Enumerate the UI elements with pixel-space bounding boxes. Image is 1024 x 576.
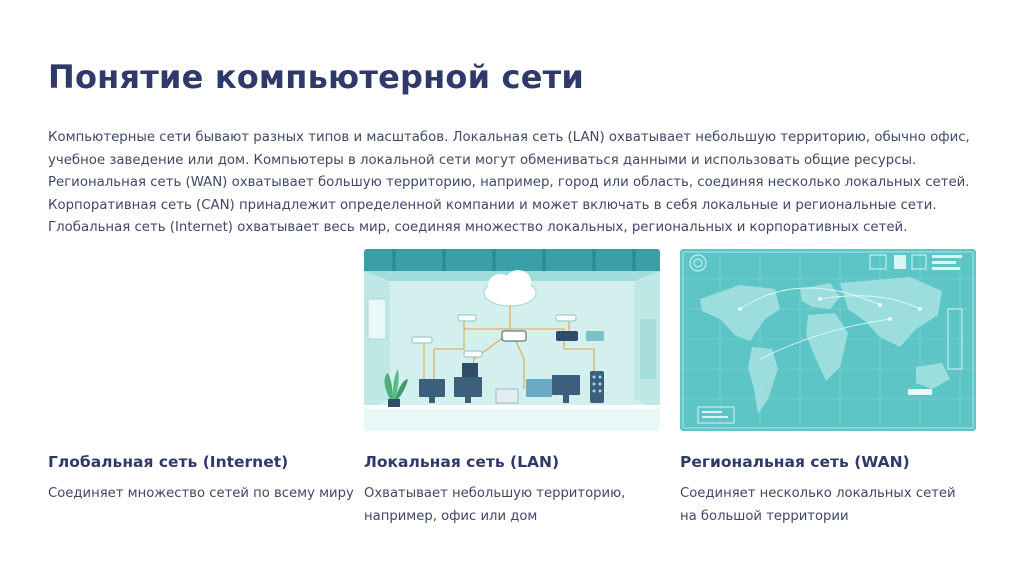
intro-paragraph: Компьютерные сети бывают разных типов и масштабов. Локальная сеть (LAN) охватывает небольшую территорию, обычно офис, учебное заведение или дом. Компьютеры в локальной сети могут обмениваться данными и использовать общие ресурсы. Региональная сеть (WAN) охватывает большую территорию, например, город или область, соединяя несколько локальных сетей. Корпоративная сеть (CAN) принадлежит определенной компании и может включать в себя локальные и региональные сети. Глобальная сеть (Internet) охватывает весь мир, соединяя множество локальных, региональных и корпоративных сетей.: [48, 130, 970, 235]
wan-illustration: [680, 249, 976, 431]
card-title-internet: Глобальная сеть (Internet): [48, 453, 289, 471]
slide-title: Понятие компьютерной сети: [48, 58, 584, 96]
card-desc-internet: Соединяет множество сетей по всему миру: [48, 486, 354, 501]
card-desc-lan: Охватывает небольшую территорию, например, офис или дом: [364, 486, 626, 524]
card-title-wan: Региональная сеть (WAN): [680, 453, 910, 471]
card-title-lan: Локальная сеть (LAN): [364, 453, 560, 471]
card-desc-wan: Соединяет несколько локальных сетей на большой территории: [680, 486, 956, 524]
lan-illustration: [364, 249, 660, 431]
